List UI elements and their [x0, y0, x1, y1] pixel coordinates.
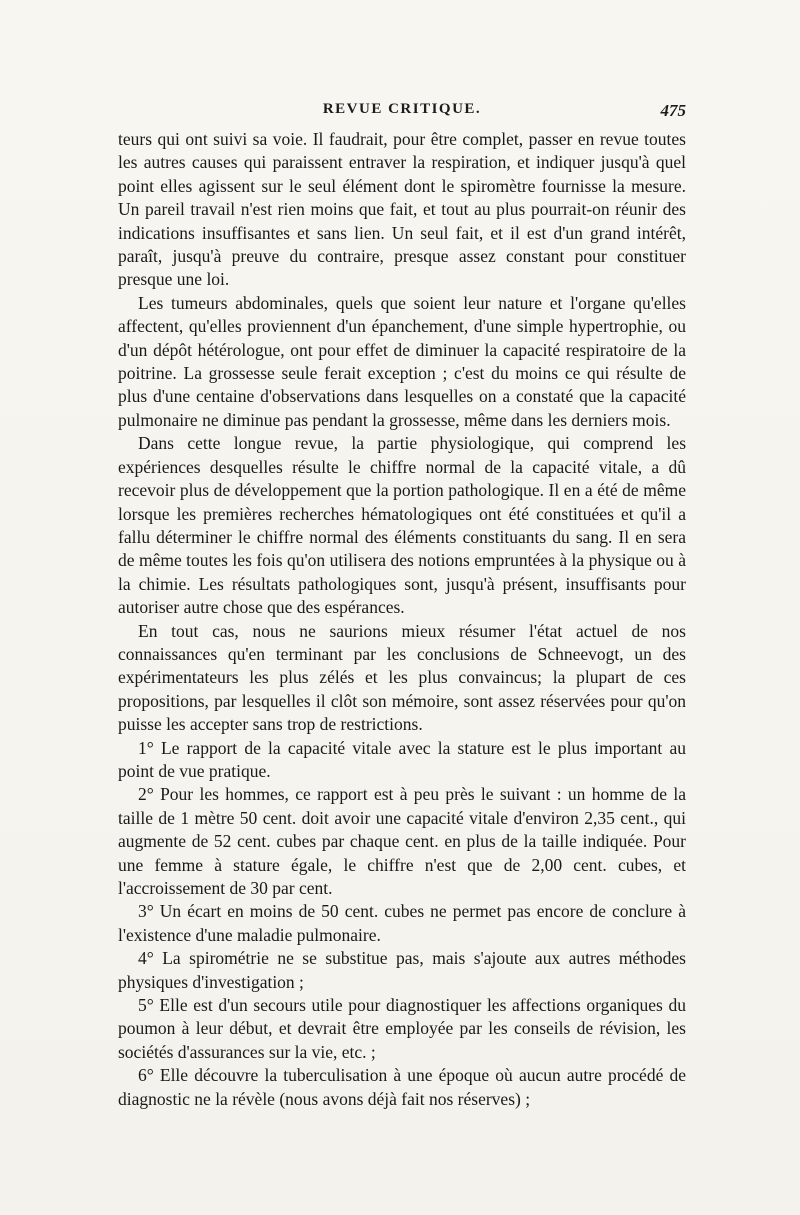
paragraph: Dans cette longue revue, la partie physiologique, qui comprend les expériences desquelles résulte le chiffre normal de la capacité vitale, a dû recevoir plus de développement que la portion pathologique. Il en a été de même lorsque les premières recherches hématologiques ont été constituées et qu'il a fallu déterminer le chiffre normal des éléments constituants du sang. Il en sera de même toutes les fois qu'on utilisera des notions empruntées à la physique ou à la chimie. Les résultats pathologiques sont, jusqu'à présent, insuffisants pour autoriser autre chose que des espérances. [118, 433, 686, 618]
page-number: 475 [660, 101, 686, 120]
paragraph: teurs qui ont suivi sa voie. Il faudrait, pour être complet, passer en revue toutes les autres causes qui paraissent entraver la respiration, et indiquer jusqu'à quel point elles agissent sur le seul élément dont le spiromètre fournisse la mesure. Un pareil travail n'est rien moins que fait, et tout au plus pourrait-on réunir des indications insuffisantes et sans lien. Un seul fait, et il est d'un grand intérêt, paraît, jusqu'à preuve du contraire, presque assez constant pour constituer presque une loi. [118, 129, 686, 290]
conclusion-item: 4° La spirométrie ne se substitue pas, mais s'ajoute aux autres méthodes physiques d'investigation ; [118, 948, 686, 992]
conclusion-item: 1° Le rapport de la capacité vitale avec la stature est le plus important au point de vue pratique. [118, 737, 686, 781]
conclusion-item: 5° Elle est d'un secours utile pour diagnostiquer les affections organiques du poumon à leur début, et devrait être employée par les conseils de révision, les sociétés d'assurances sur la vie, etc. ; [118, 995, 686, 1062]
conclusion-item: 2° Pour les hommes, ce rapport est à peu près le suivant : un homme de la taille de 1 mètre 50 cent. doit avoir une capacité vitale d'environ 2,35 cent., qui augmente de 52 cent. cubes par chaque cent. en plus de la taille indiquée. Pour une femme à stature égale, le chiffre n'est que de 2,00 cent. cubes, et l'accroissement de 30 par cent. [118, 784, 686, 898]
paragraph: Les tumeurs abdominales, quels que soient leur nature et l'organe qu'elles affectent, qu'elles proviennent d'un épanchement, d'une simple hypertrophie, ou d'un dépôt hétérologue, ont pour effet de diminuer la capacité respiratoire de la poitrine. La grossesse seule ferait exception ; c'est du moins ce qui résulte de plus d'une centaine d'observations dans lesquelles on a constaté que la capacité pulmonaire ne diminue pas pendant la grossesse, même dans les derniers mois. [118, 292, 686, 430]
conclusion-item: 6° Elle découvre la tuberculisation à une époque où aucun autre procédé de diagnostic ne la révèle (nous avons déjà fait nos réserves) ; [118, 1065, 686, 1109]
body-text [118, 128, 686, 1111]
paragraph: En tout cas, nous ne saurions mieux résumer l'état actuel de nos connaissances qu'en terminant par les conclusions de Schneevogt, un des expérimentateurs les plus zélés et les plus convaincus; la plupart de ces propositions, par lesquelles il clôt son mémoire, sont assez réservées pour qu'on puisse les accepter sans trop de restrictions. [118, 620, 686, 735]
conclusion-item: 3° Un écart en moins de 50 cent. cubes ne permet pas encore de conclure à l'existence d'une maladie pulmonaire. [118, 901, 686, 945]
page-header [118, 101, 686, 123]
running-title: REVUE CRITIQUE. [322, 101, 482, 117]
